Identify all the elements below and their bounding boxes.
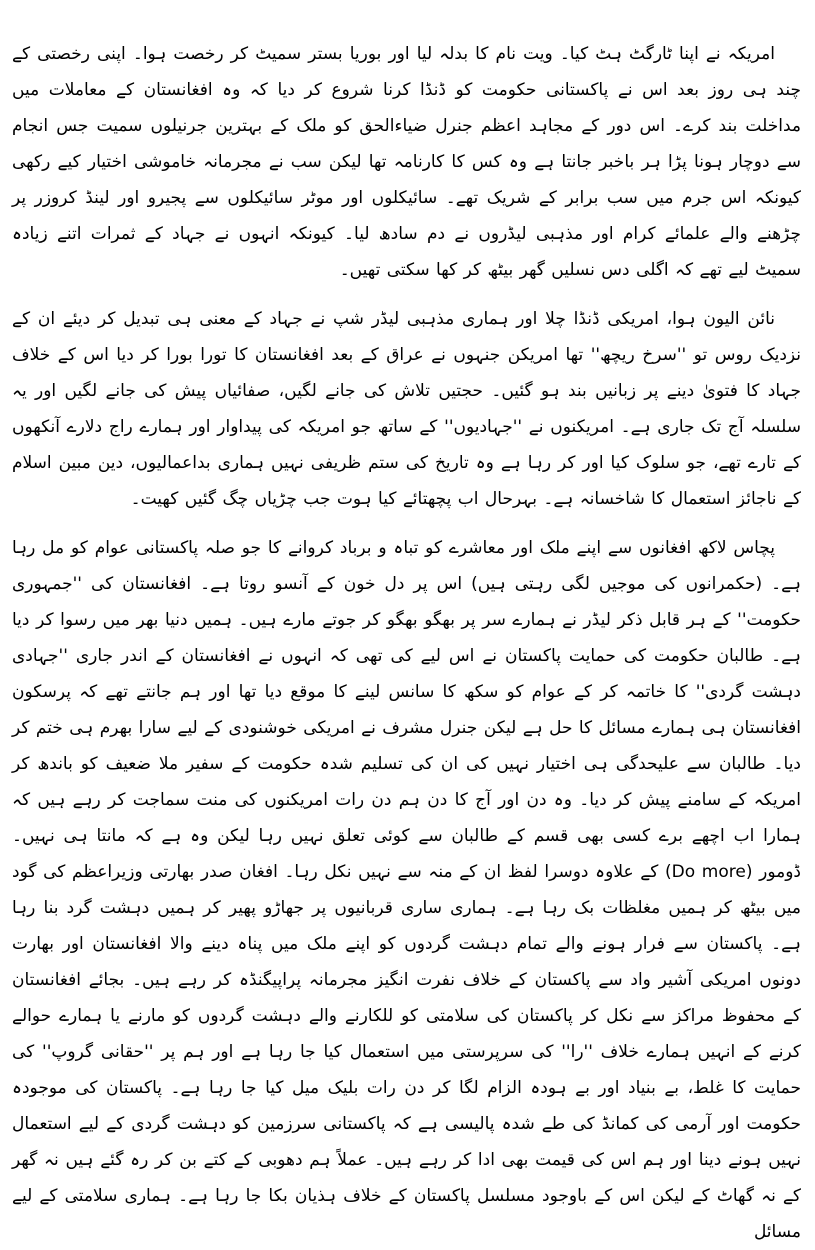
urdu-article-body [12, 36, 801, 1250]
paragraph-3: پچاس لاکھ افغانوں سے اپنے ملک اور معاشرے کو تباہ و برباد کروانے کا جو صلہ پاکستانی عوام کو مل رہا ہے۔ (حکمرانوں کی موجیں لگی رہتی ہیں) اس پر دل خون کے آنسو روتا ہے۔ افغانستان کی ''جمہوری حکومت'' کے ہر قابل ذکر لیڈر نے ہمارے سر پر بھگو بھگو کر جوتے مارے ہیں۔ ہمیں دنیا بھر میں رسوا کر دیا ہے۔ طالبان حکومت کی حمایت پاکستان نے اس لیے کی تھی کہ انہوں نے افغانستان کے اندر جاری ''جہادی دہشت گردی'' کا خاتمہ کر کے عوام کو سکھ کا سانس لینے کا موقع دیا تھا اور ہم جانتے تھے کہ پرسکون افغانستان ہی ہمارے مسائل کا حل ہے لیکن جنرل مشرف نے امریکی خوشنودی کے لیے سارا بھرم ہی ختم کر دیا۔ طالبان سے علیحدگی ہی اختیار نہیں کی ان کی تسلیم شدہ حکومت کے سفیر ملا ضعیف کو باندھ کر امریکہ کے سامنے پیش کر دیا۔ وہ دن اور آج کا دن ہم دن رات امریکنوں کی منت سماجت کر رہے ہیں کہ ہمارا اب اچھے برے کسی بھی قسم کے طالبان سے کوئی تعلق نہیں رہا لیکن وہ ہے کہ مانتا ہی نہیں۔ ڈومور (Do more) کے علاوہ دوسرا لفظ ان کے منہ سے نہیں نکل رہا۔ افغان صدر بھارتی وزیراعظم کی گود میں بیٹھ کر ہمیں مغلظات بک رہا ہے۔ ہماری ساری قربانیوں پر جھاڑو پھیر کر ہمیں دہشت گرد بنا رہا ہے۔ پاکستان سے فرار ہونے والے تمام دہشت گردوں کو اپنے ملک میں پناہ دینے والا افغانستان اور بھارت دونوں امریکی آشیر واد سے پاکستان کے خلاف نفرت انگیز مجرمانہ پراپیگنڈہ کر رہے ہیں۔ بجائے افغانستان کے محفوظ مراکز سے نکل کر پاکستان کی سلامتی کو للکارنے والے دہشت گردوں کو مارنے یا ہمارے حوالے کرنے کے انہیں ہمارے خلاف ''را'' کی سرپرستی میں استعمال کیا جا رہا ہے اور ہم پر ''حقانی گروپ'' کی حمایت کا غلط، بے بنیاد اور بے ہودہ الزام لگا کر دن رات بلیک میل کیا جا رہا ہے۔ پاکستان کی موجودہ حکومت اور آرمی کی کمانڈ کی طے شدہ پالیسی ہے کہ پاکستانی سرزمین کو دہشت گردی کے لیے استعمال نہیں ہونے دینا اور ہم اس کی قیمت بھی ادا کر رہے ہیں۔ عملاً ہم دھوبی کے کتے بن کر رہ گئے ہیں نہ گھر کے نہ گھاٹ کے لیکن اس کے باوجود مسلسل پاکستان کے خلاف ہذیان بکا جا رہا ہے۔ ہماری سلامتی کے لیے مسائل [11, 538, 801, 1242]
paragraph-2: نائن الیون ہوا، امریکی ڈنڈا چلا اور ہماری مذہبی لیڈر شپ نے جہاد کے معنی ہی تبدیل کر دیئے ان کے نزدیک روس تو ''سرخ ریچھ'' تھا امریکن جنہوں نے عراق کے بعد افغانستان کا تورا بورا کر دیا اس کے خلاف جہاد کا فتویٰ دینے پر زبانیں بند ہو گئیں۔ حجتیں تلاش کی جانے لگیں، صفائیاں پیش کی جانے لگیں اور یہ سلسلہ آج تک جاری ہے۔ امریکنوں نے ''جہادیوں'' کے ساتھ جو امریکہ کی پیداوار اور ہمارے راج دلارے آنکھوں کے تارے تھے، جو سلوک کیا اور کر رہا ہے وہ تاریخ کی ستم ظریفی نہیں ہماری بداعمالیوں، دین مبین اسلام کے ناجائز استعمال کا شاخسانہ ہے۔ بہرحال اب پچھتائے کیا ہوت جب چڑیاں چگ گئیں کھیت۔ [12, 309, 801, 509]
paragraph-1: امریکہ نے اپنا ٹارگٹ ہٹ کیا۔ ویت نام کا بدلہ لیا اور بوریا بستر سمیٹ کر رخصت ہوا۔ اپنی رخصتی کے چند ہی روز بعد اس نے پاکستانی حکومت کو ڈنڈا کرنا شروع کر دیا کہ وہ افغانستان کے معاملات میں مداخلت بند کرے۔ اس دور کے مجاہد اعظم جنرل ضیاءالحق کو ملک کے بہترین جرنیلوں سمیت جس انجام سے دوچار ہونا پڑا ہر باخبر جانتا ہے وہ کس کا کارنامہ تھا لیکن سب نے مجرمانہ خاموشی اختیار کیے رکھی کیونکہ اس جرم میں سب برابر کے شریک تھے۔ سائیکلوں اور موٹر سائیکلوں سے پجیرو اور لینڈ کروزر پر چڑھنے والے علمائے کرام اور مذہبی لیڈروں نے دم سادھ لیا۔ کیونکہ انہوں نے جہاد کے ثمرات اتنے زیادہ سمیٹ لیے تھے کہ اگلی دس نسلیں گھر بیٹھ کر کھا سکتی تھیں۔ [12, 44, 801, 280]
